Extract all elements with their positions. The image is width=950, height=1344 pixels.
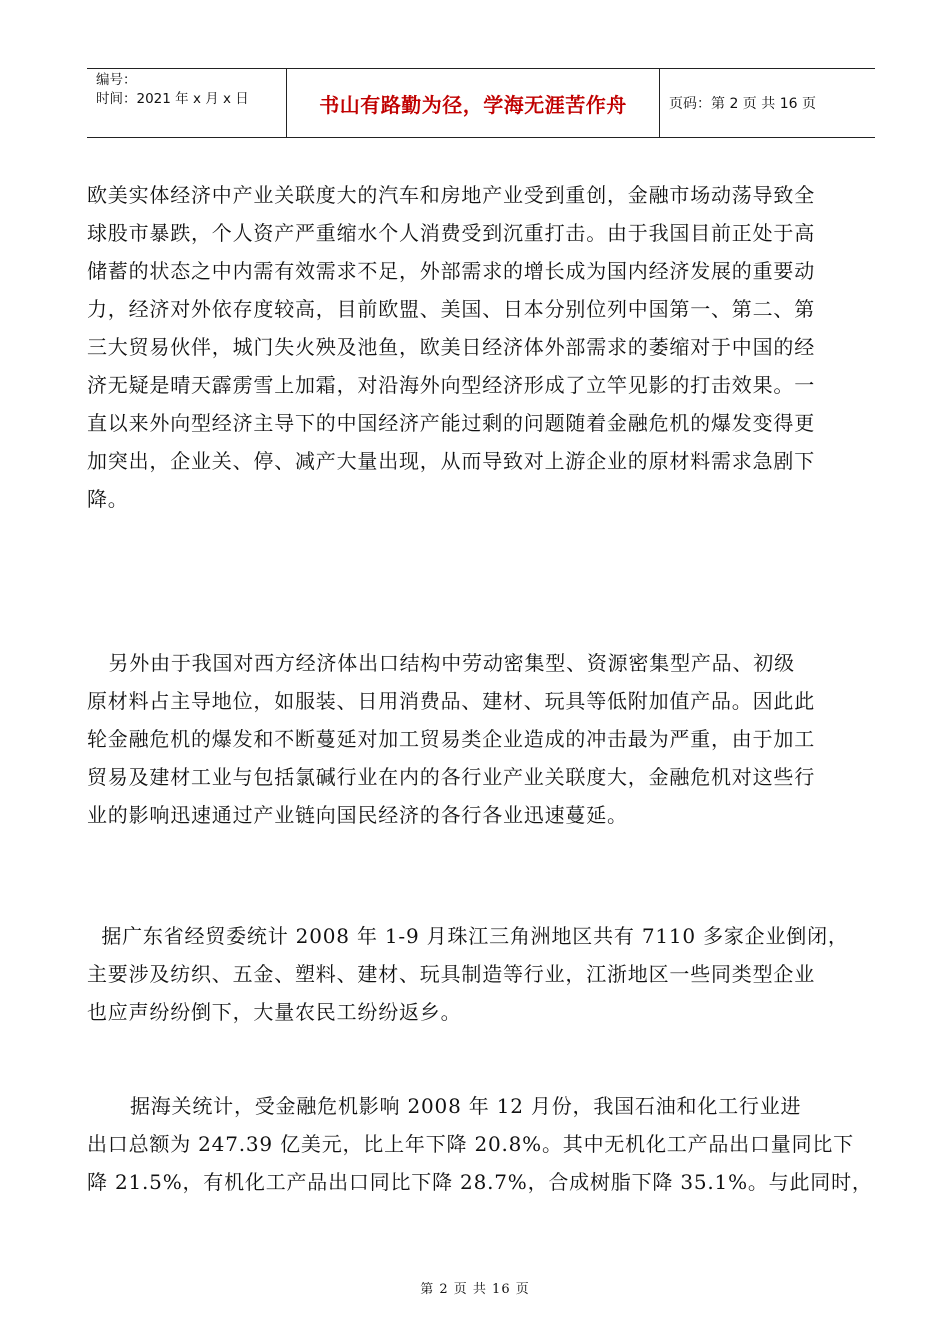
page-header <box>87 68 875 138</box>
header-meta <box>87 69 287 137</box>
header-motto: 书山有路勤为径，学海无涯苦作舟 <box>287 69 660 137</box>
header-page-label: 页码：第 2 页 共 16 页 <box>669 96 816 112</box>
body-paragraph: 据广东省经贸委统计 2008 年 1-9 月珠江三角洲地区共有 7110 多家企业倒闭， 主要涉及纺织、五金、塑料、建材、玩具制造等行业，江浙地区一些同类型企业 也应声纷纷倒下，大量农民工纷纷返乡。 <box>87 924 849 1024</box>
date-label: 时间：2021 年 x 月 x 日 <box>96 91 249 107</box>
body-paragraph: 欧美实体经济中产业关联度大的汽车和房地产业受到重创，金融市场动荡导致全 球股市暴跌，个人资产严重缩水个人消费受到沉重打击。由于我国目前正处于高 储蓄的状态之中内需有效需求不足，外部需求的增长成为国内经济发展的重要动 力，经济对外依存度较高，目前欧盟、美国、日本分别位列中国第一、第二、第 三大贸易伙伴，城门失火殃及池鱼，欧美日经济体外部需求的萎缩对于中国的经 济无疑是晴天霹雳雪上加霜，对沿海外向型经济形成了立竿见影的打击效果。一 直以来外向型经济主导下的中国经济产能过剩的问题随着金融危机的爆发变得更 加突出，企业关、停、减产大量出现，从而导致对上游企业的原材料需求急剧下 降。 <box>87 183 815 511</box>
body-paragraph: 另外由于我国对西方经济体出口结构中劳动密集型、资源密集型产品、初级 原材料占主导地位，如服装、日用消费品、建材、玩具等低附加值产品。因此此 轮金融危机的爆发和不断蔓延对加工贸易类企业造成的冲击最为严重，由于加工 贸易及建材工业与包括氯碱行业在内的各行业产业关联度大，金融危机对这些行 业的影响迅速通过产业链向国民经济的各行各业迅速蔓延。 <box>87 651 815 827</box>
number-label: 编号： <box>96 72 137 88</box>
body-paragraph: 据海关统计，受金融危机影响 2008 年 12 月份，我国石油和化工行业进 出口总额为 247.39 亿美元，比上年下降 20.8%。其中无机化工产品出口量同比下 降 21.5%，有机化工产品出口同比下降 28.7%，合成树脂下降 35.1%。与此同时， <box>87 1094 873 1194</box>
page-footer: 第 2 页 共 16 页 <box>420 1282 530 1297</box>
